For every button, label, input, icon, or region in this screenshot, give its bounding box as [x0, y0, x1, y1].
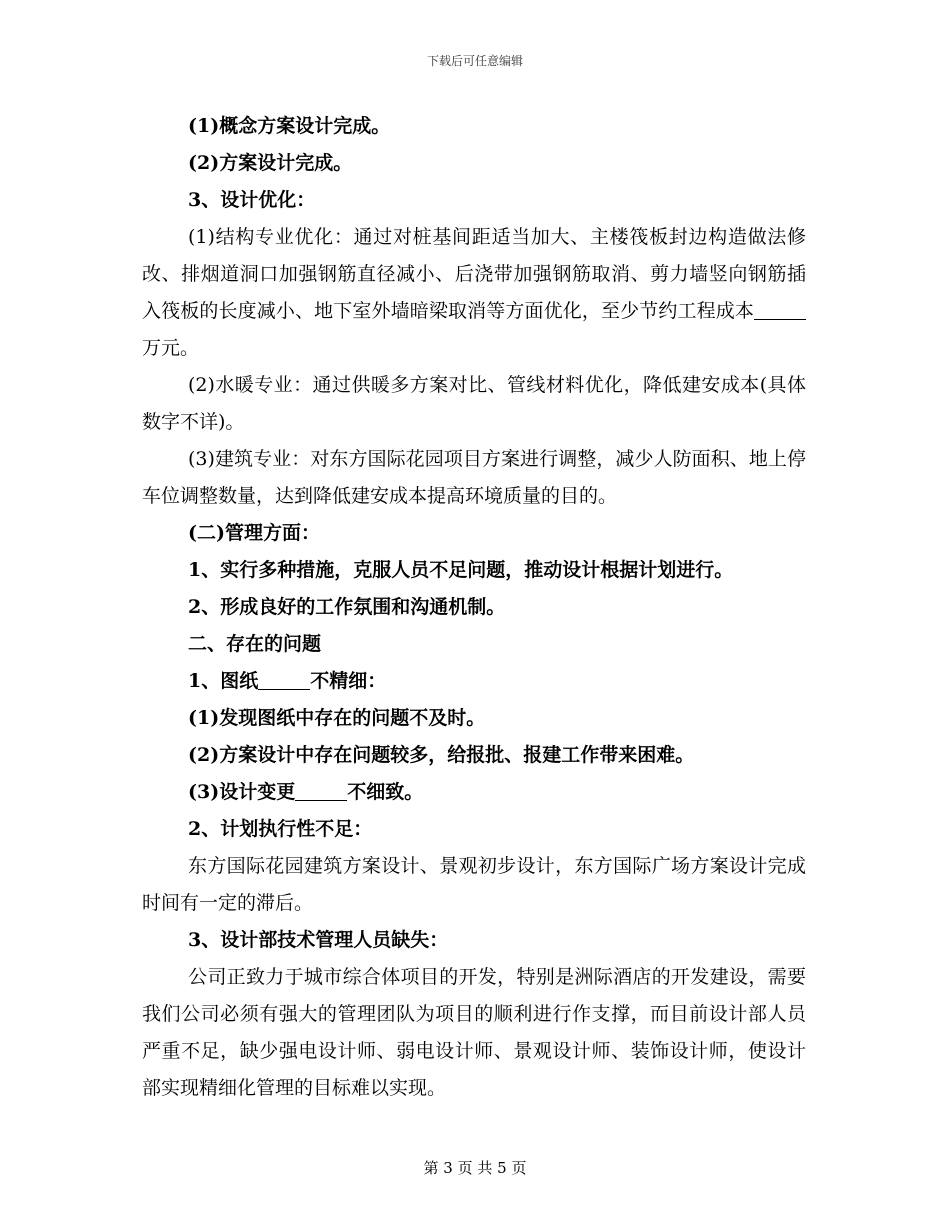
paragraph: (1)概念方案设计完成。 — [188, 115, 391, 137]
page-header: 下载后可任意编辑 — [426, 54, 523, 68]
paragraph: (2)水暖专业：通过供暖多方案对比、管线材料优化，降低建安成本(具体数字不详)。 — [142, 374, 806, 433]
blank-underline — [754, 299, 806, 320]
paragraph: 3、设计部技术管理人员缺失： — [188, 929, 449, 951]
paragraph: (1)发现图纸中存在的问题不及时。 — [188, 707, 486, 729]
paragraph: (2)方案设计完成。 — [188, 152, 353, 174]
paragraph: 1、图纸 不精细： — [188, 670, 387, 692]
paragraph: (1)结构专业优化：通过对桩基间距适当加大、主楼筏板封边构造做法修改、排烟道洞口加强钢筋直径减小、后浇带加强钢筋取消、剪力墙竖向钢筋插入筏板的长度减小、地下室外墙暗梁取消等方面优化，至少节约工程成本万元。 — [142, 226, 806, 359]
document-body — [142, 108, 806, 1107]
paragraph: 2、形成良好的工作氛围和沟通机制。 — [188, 596, 506, 618]
paragraph: 公司正致力于城市综合体项目的开发，特别是洲际酒店的开发建设，需要我们公司必须有强大的管理团队为项目的顺利进行作支撑，而目前设计部人员严重不足，缺少强电设计师、弱电设计师、景观设计师、装饰设计师，使设计部实现精细化管理的目标难以实现。 — [142, 966, 806, 1099]
paragraph: (二)管理方面： — [188, 522, 320, 544]
paragraph: (3)建筑专业：对东方国际花园项目方案进行调整，减少人防面积、地上停车位调整数量，达到降低建安成本提高环境质量的目的。 — [142, 448, 806, 507]
paragraph: 3、设计优化： — [188, 189, 316, 211]
paragraph: (2)方案设计中存在问题较多，给报批、报建工作带来困难。 — [188, 744, 695, 766]
blank-underline — [258, 669, 310, 690]
paragraph: 1、实行多种措施，克服人员不足问题，推动设计根据计划进行。 — [188, 559, 734, 581]
section-heading: 二、存在的问题 — [188, 633, 322, 655]
paragraph: (3)设计变更 不细致。 — [188, 781, 424, 803]
paragraph: 2、计划执行性不足： — [188, 818, 373, 840]
page-footer: 第 3 页 共 5 页 — [423, 1159, 527, 1177]
blank-underline — [295, 780, 347, 801]
paragraph: 东方国际花园建筑方案设计、景观初步设计，东方国际广场方案设计完成时间有一定的滞后。 — [142, 855, 806, 914]
